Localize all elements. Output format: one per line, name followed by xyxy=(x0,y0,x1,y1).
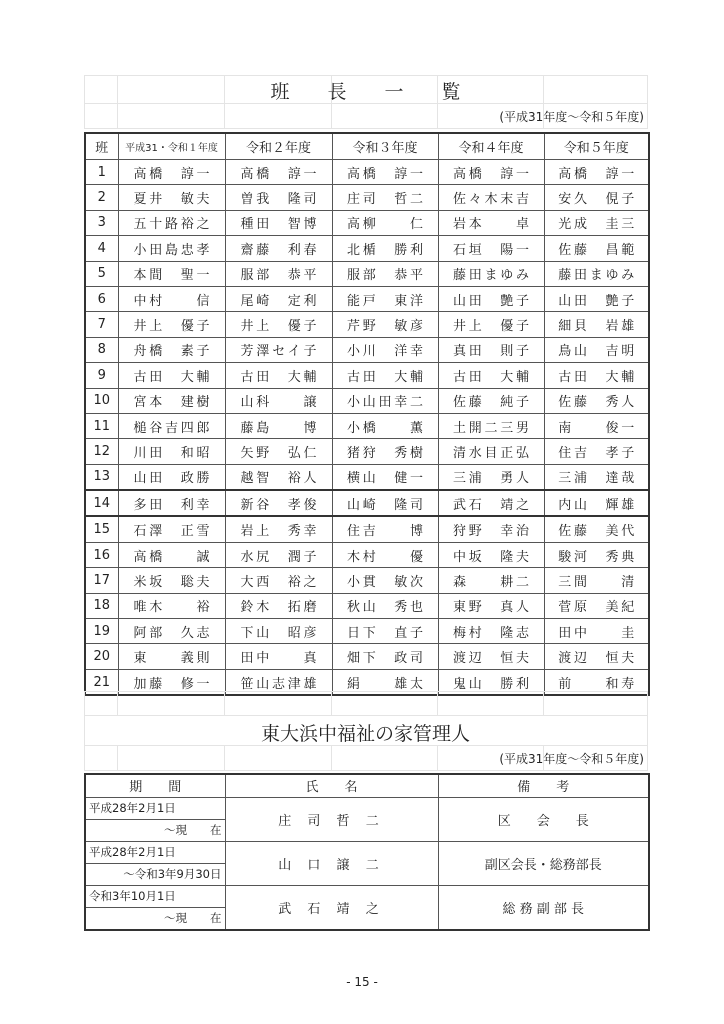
leader-name: 土開二三男 xyxy=(453,420,529,436)
leader-name: 清水目正弘 xyxy=(453,445,529,461)
leader-cell xyxy=(118,363,225,388)
leader-cell xyxy=(118,286,225,311)
leader-cell xyxy=(438,413,544,438)
leader-name: 駿河 秀典 xyxy=(558,549,635,565)
leader-name: 小橋 薫 xyxy=(347,420,423,436)
leader-cell xyxy=(544,261,649,286)
leader-name: 木村 優 xyxy=(347,549,423,565)
leader-cell xyxy=(332,160,438,185)
leader-cell xyxy=(438,388,544,413)
column-header: 平成31・令和１年度 xyxy=(118,133,225,160)
leader-name: 高橋 諄一 xyxy=(453,166,529,182)
leader-cell xyxy=(332,286,438,311)
manager-name: 山 口 譲 二 xyxy=(225,841,438,885)
leader-cell xyxy=(225,644,332,669)
leader-cell xyxy=(332,413,438,438)
leader-name: 横山 健一 xyxy=(347,471,423,487)
leader-name: 田中 圭 xyxy=(558,625,635,641)
leader-cell xyxy=(332,312,438,337)
leader-cell xyxy=(332,388,438,413)
group-number: 13 xyxy=(85,464,118,490)
leader-cell xyxy=(438,464,544,490)
period-from: 平成28年2月1日 xyxy=(85,841,225,863)
leader-cell xyxy=(225,388,332,413)
table-row xyxy=(85,413,649,438)
leader-name: 小貫 敏次 xyxy=(347,574,423,590)
leader-cell xyxy=(118,388,225,413)
table-row xyxy=(85,337,649,362)
leader-name: 阿部 久志 xyxy=(133,625,210,641)
leader-cell xyxy=(544,464,649,490)
period-to: ～令和3年9月30日 xyxy=(85,863,225,885)
leader-name: 能戸 東洋 xyxy=(347,293,423,309)
leader-cell xyxy=(225,516,332,542)
leader-name: 日下 直子 xyxy=(347,625,423,641)
leader-name: 猪狩 秀樹 xyxy=(347,445,423,461)
leaders-table xyxy=(84,132,650,696)
leader-cell xyxy=(118,516,225,542)
leader-cell xyxy=(332,542,438,567)
leader-name: 佐藤 昌範 xyxy=(558,242,635,258)
leader-name: 中坂 隆夫 xyxy=(453,549,529,565)
leader-name: 庄司 哲二 xyxy=(347,192,423,208)
leader-cell xyxy=(544,542,649,567)
leader-name: 古田 大輔 xyxy=(558,369,635,385)
leader-cell xyxy=(438,236,544,261)
group-number: 10 xyxy=(85,388,118,413)
table-row xyxy=(85,439,649,464)
leader-name: 森 耕二 xyxy=(453,574,529,590)
group-number: 8 xyxy=(85,337,118,362)
leader-name: 井上 優子 xyxy=(133,319,210,335)
leader-name: 北楯 勝利 xyxy=(347,242,423,258)
leader-name: 真田 則子 xyxy=(453,344,529,360)
manager-row xyxy=(85,797,649,819)
leader-name: 曽我 隆司 xyxy=(240,192,317,208)
group-number: 21 xyxy=(85,669,118,695)
period-to: ～現 在 xyxy=(85,819,225,841)
leader-name: 高橋 諄一 xyxy=(558,166,635,182)
leader-cell xyxy=(544,413,649,438)
leader-cell xyxy=(544,439,649,464)
leader-name: 岩上 秀幸 xyxy=(240,524,317,540)
leader-name: 夏井 敏夫 xyxy=(133,192,210,208)
leader-name: 安久 俔子 xyxy=(558,192,635,208)
header-row xyxy=(85,133,649,160)
leader-name: 芳澤セイ子 xyxy=(240,344,317,360)
leader-name: 山田 艶子 xyxy=(558,293,635,309)
leader-cell xyxy=(118,312,225,337)
leader-name: 齋藤 利春 xyxy=(240,242,317,258)
leader-name: 小田島忠孝 xyxy=(133,242,210,258)
leader-cell xyxy=(544,312,649,337)
leader-name: 川田 和昭 xyxy=(133,445,210,461)
leader-name: 高橋 諄一 xyxy=(347,166,423,182)
managers-subtitle: (平成31年度～令和５年度) xyxy=(499,752,644,766)
leader-name: 石垣 陽一 xyxy=(453,242,529,258)
leader-name: 石澤 正雪 xyxy=(133,524,210,540)
table-row xyxy=(85,619,649,644)
leader-cell xyxy=(225,160,332,185)
page-title: 班 長 一 覧 xyxy=(270,81,461,103)
leader-cell xyxy=(544,286,649,311)
group-number: 14 xyxy=(85,490,118,516)
leader-name: 加藤 修一 xyxy=(133,676,210,692)
leader-cell xyxy=(438,439,544,464)
leader-name: 三浦 勇人 xyxy=(453,471,529,487)
table-row xyxy=(85,363,649,388)
manager-note: 区 会 長 xyxy=(438,797,649,841)
leader-name: 前 和寿 xyxy=(558,676,635,692)
leader-cell xyxy=(438,516,544,542)
leader-name: 高橋 諄一 xyxy=(133,166,210,182)
leader-cell xyxy=(332,439,438,464)
leader-name: 佐藤 純子 xyxy=(453,395,529,411)
leader-cell xyxy=(118,490,225,516)
leader-cell xyxy=(118,261,225,286)
group-number: 5 xyxy=(85,261,118,286)
group-number: 16 xyxy=(85,542,118,567)
leader-name: 絹 雄太 xyxy=(347,676,423,692)
managers-title: 東大浜中福祉の家管理人 xyxy=(260,723,470,745)
leader-cell xyxy=(225,185,332,210)
leader-name: 鳥山 吉明 xyxy=(558,344,635,360)
leader-name: 新谷 孝俊 xyxy=(240,497,317,513)
header-name: 氏 名 xyxy=(225,774,438,797)
leader-cell xyxy=(225,210,332,235)
table-row xyxy=(85,542,649,567)
period-from: 平成28年2月1日 xyxy=(85,797,225,819)
leader-name: 佐藤 美代 xyxy=(558,524,635,540)
leader-cell xyxy=(118,160,225,185)
leader-name: 矢野 弘仁 xyxy=(240,445,317,461)
leader-cell xyxy=(118,185,225,210)
leader-cell xyxy=(544,363,649,388)
leader-cell xyxy=(332,363,438,388)
leader-cell xyxy=(118,337,225,362)
leader-name: 越智 裕人 xyxy=(240,471,317,487)
leader-name: 梅村 隆志 xyxy=(453,625,529,641)
group-number: 4 xyxy=(85,236,118,261)
leader-name: 秋山 秀也 xyxy=(347,600,423,616)
leader-cell xyxy=(438,542,544,567)
leader-cell xyxy=(118,439,225,464)
leader-name: 米坂 聡夫 xyxy=(133,574,210,590)
leader-cell xyxy=(438,312,544,337)
leader-cell xyxy=(544,210,649,235)
leader-cell xyxy=(332,464,438,490)
leader-name: 宮本 建樹 xyxy=(133,395,210,411)
leader-cell xyxy=(544,337,649,362)
leader-cell xyxy=(225,490,332,516)
leader-cell xyxy=(225,413,332,438)
leader-cell xyxy=(438,185,544,210)
leader-name: 本間 聖一 xyxy=(133,268,210,284)
table-row xyxy=(85,568,649,593)
group-number: 11 xyxy=(85,413,118,438)
leader-cell xyxy=(225,593,332,618)
period-from: 令和3年10月1日 xyxy=(85,885,225,907)
table-row xyxy=(85,644,649,669)
leader-name: 古田 大輔 xyxy=(347,369,423,385)
leader-name: 三浦 達哉 xyxy=(558,471,635,487)
leader-cell xyxy=(225,363,332,388)
leader-name: 服部 恭平 xyxy=(347,268,423,284)
leader-cell xyxy=(438,490,544,516)
leader-cell xyxy=(118,236,225,261)
leader-name: 下山 昭彦 xyxy=(240,625,317,641)
leader-name: 佐藤 秀人 xyxy=(558,395,635,411)
leader-name: 内山 輝雄 xyxy=(558,497,635,513)
leader-name: 田中 真 xyxy=(240,651,317,667)
leader-cell xyxy=(332,236,438,261)
column-header: 令和２年度 xyxy=(225,133,332,160)
table-row xyxy=(85,286,649,311)
leader-cell xyxy=(438,286,544,311)
leader-name: 古田 大輔 xyxy=(133,369,210,385)
leader-name: 多田 利幸 xyxy=(133,497,210,513)
group-number: 12 xyxy=(85,439,118,464)
leader-name: 中村 信 xyxy=(133,293,210,309)
leader-name: 山科 譲 xyxy=(240,395,317,411)
leader-name: 菅原 美紀 xyxy=(558,600,635,616)
leader-cell xyxy=(544,516,649,542)
table-row xyxy=(85,593,649,618)
leader-name: 小川 洋幸 xyxy=(347,344,423,360)
header-note: 備 考 xyxy=(438,774,649,797)
leader-cell xyxy=(332,210,438,235)
leader-cell xyxy=(438,644,544,669)
leader-cell xyxy=(544,593,649,618)
leader-name: 服部 恭平 xyxy=(240,268,317,284)
manager-row xyxy=(85,885,649,907)
leader-name: 小山田幸二 xyxy=(347,395,423,411)
table-row xyxy=(85,388,649,413)
leader-name: 古田 大輔 xyxy=(453,369,529,385)
leader-name: 住吉 博 xyxy=(347,524,423,540)
table-row xyxy=(85,160,649,185)
leader-cell xyxy=(118,210,225,235)
table-row xyxy=(85,185,649,210)
table-row xyxy=(85,464,649,490)
leader-cell xyxy=(225,542,332,567)
leader-name: 槌谷吉四郎 xyxy=(133,420,210,436)
leader-name: 住吉 孝子 xyxy=(558,445,635,461)
leader-name: 山田 政勝 xyxy=(133,471,210,487)
table-row xyxy=(85,210,649,235)
manager-note: 総 務 副 部 長 xyxy=(438,885,649,930)
leader-name: 東野 真人 xyxy=(453,600,529,616)
leader-name: 佐々木末吉 xyxy=(453,192,529,208)
table-row xyxy=(85,236,649,261)
period-to: ～現 在 xyxy=(85,907,225,930)
leader-cell xyxy=(332,261,438,286)
leader-name: 細貝 岩雄 xyxy=(558,319,635,335)
leader-name: 笹山志津雄 xyxy=(240,676,317,692)
leader-name: 藤島 博 xyxy=(240,420,317,436)
leader-name: 山田 艶子 xyxy=(453,293,529,309)
leader-cell xyxy=(438,160,544,185)
leader-name: 三間 清 xyxy=(558,574,635,590)
leader-cell xyxy=(118,413,225,438)
leader-cell xyxy=(225,261,332,286)
leader-cell xyxy=(438,363,544,388)
managers-table xyxy=(84,773,650,931)
leader-cell xyxy=(225,312,332,337)
leader-cell xyxy=(118,644,225,669)
leader-cell xyxy=(118,568,225,593)
group-number: 6 xyxy=(85,286,118,311)
leader-name: 唯木 裕 xyxy=(133,600,210,616)
leader-cell xyxy=(225,619,332,644)
leader-name: 渡辺 恒夫 xyxy=(453,651,529,667)
leader-cell xyxy=(332,337,438,362)
leader-cell xyxy=(544,490,649,516)
leader-cell xyxy=(332,593,438,618)
leader-name: 尾崎 定利 xyxy=(240,293,317,309)
leader-name: 井上 優子 xyxy=(240,319,317,335)
leader-cell xyxy=(438,568,544,593)
group-number: 20 xyxy=(85,644,118,669)
leader-name: 種田 智博 xyxy=(240,217,317,233)
column-header: 班 xyxy=(85,133,118,160)
leader-cell xyxy=(118,542,225,567)
manager-row xyxy=(85,841,649,863)
leader-name: 井上 優子 xyxy=(453,319,529,335)
leader-cell xyxy=(332,568,438,593)
manager-name: 庄 司 哲 二 xyxy=(225,797,438,841)
leader-cell xyxy=(332,490,438,516)
leader-cell xyxy=(225,439,332,464)
group-number: 3 xyxy=(85,210,118,235)
leader-name: 高柳 仁 xyxy=(347,217,423,233)
leader-cell xyxy=(332,185,438,210)
leader-name: 武石 靖之 xyxy=(453,497,529,513)
leader-name: 高橋 諄一 xyxy=(240,166,317,182)
group-number: 15 xyxy=(85,516,118,542)
leader-cell xyxy=(332,644,438,669)
leader-name: 東 義則 xyxy=(133,651,210,667)
leader-name: 芹野 敏彦 xyxy=(347,319,423,335)
leader-cell xyxy=(225,236,332,261)
manager-note: 副区会長・総務部長 xyxy=(438,841,649,885)
table-row xyxy=(85,490,649,516)
leader-name: 岩本 卓 xyxy=(453,217,529,233)
leader-cell xyxy=(438,210,544,235)
leader-name: 渡辺 恒夫 xyxy=(558,651,635,667)
leader-name: 鬼山 勝利 xyxy=(453,676,529,692)
manager-name: 武 石 靖 之 xyxy=(225,885,438,930)
group-number: 7 xyxy=(85,312,118,337)
leader-cell xyxy=(225,337,332,362)
leader-cell xyxy=(332,619,438,644)
leader-cell xyxy=(544,644,649,669)
leader-cell xyxy=(438,619,544,644)
page-number: - 15 - xyxy=(346,975,378,989)
leader-name: 山崎 隆司 xyxy=(347,497,423,513)
table-row xyxy=(85,516,649,542)
leader-name: 五十路裕之 xyxy=(133,217,210,233)
column-header: 令和５年度 xyxy=(544,133,649,160)
header-period: 期 間 xyxy=(85,774,225,797)
leader-name: 狩野 幸治 xyxy=(453,524,529,540)
leader-cell xyxy=(225,286,332,311)
leader-name: 鈴木 拓磨 xyxy=(240,600,317,616)
leader-cell xyxy=(438,261,544,286)
leader-name: 藤田まゆみ xyxy=(558,268,635,284)
leader-cell xyxy=(544,388,649,413)
leader-cell xyxy=(544,160,649,185)
table-row xyxy=(85,261,649,286)
leader-cell xyxy=(118,464,225,490)
leader-cell xyxy=(544,619,649,644)
table-row xyxy=(85,312,649,337)
leader-cell xyxy=(544,568,649,593)
page-subtitle: (平成31年度～令和５年度) xyxy=(499,110,644,124)
leader-cell xyxy=(438,593,544,618)
leader-name: 畑下 政司 xyxy=(347,651,423,667)
leader-cell xyxy=(438,337,544,362)
leader-cell xyxy=(118,593,225,618)
leader-cell xyxy=(544,236,649,261)
leader-cell xyxy=(332,516,438,542)
leader-cell xyxy=(544,185,649,210)
leader-cell xyxy=(118,619,225,644)
leader-name: 藤田まゆみ xyxy=(453,268,529,284)
group-number: 17 xyxy=(85,568,118,593)
group-number: 1 xyxy=(85,160,118,185)
leader-name: 大西 裕之 xyxy=(240,574,317,590)
leader-cell xyxy=(225,568,332,593)
leader-name: 古田 大輔 xyxy=(240,369,317,385)
column-header: 令和４年度 xyxy=(438,133,544,160)
group-number: 18 xyxy=(85,593,118,618)
group-number: 2 xyxy=(85,185,118,210)
leader-name: 水尻 潤子 xyxy=(240,549,317,565)
leader-name: 舟橋 素子 xyxy=(133,344,210,360)
leader-name: 高橋 誠 xyxy=(133,549,210,565)
group-number: 9 xyxy=(85,363,118,388)
leader-name: 南 俊一 xyxy=(558,420,635,436)
leader-cell xyxy=(225,464,332,490)
leader-name: 光成 圭三 xyxy=(558,217,635,233)
column-header: 令和３年度 xyxy=(332,133,438,160)
group-number: 19 xyxy=(85,619,118,644)
